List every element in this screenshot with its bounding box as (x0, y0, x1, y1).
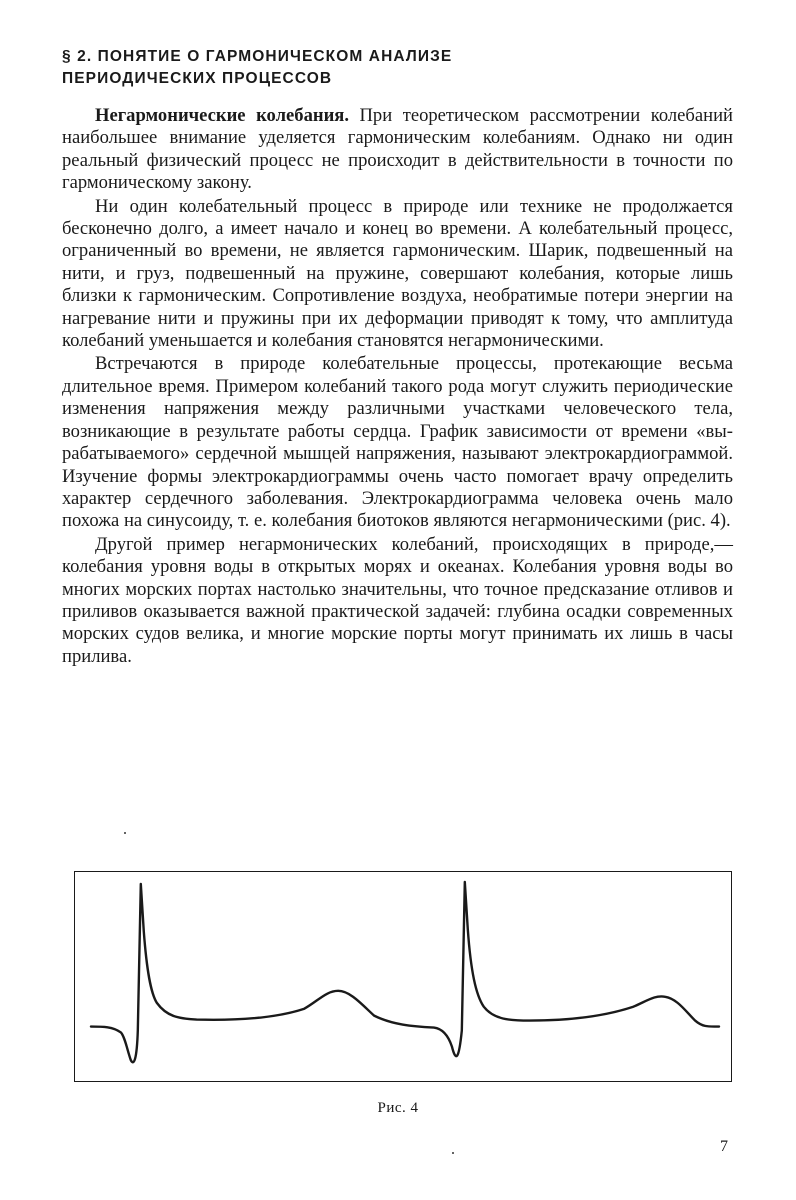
paragraph-3: Встречаются в природе колебательные процессы, протекающие весьма длительное время. Примером колебаний такого рода могут служить периодические изменения напряжения между различными участками человеческого тела, возникающие в результате работы сердца. График зависимости от времени «вырабатываемого» сердечной мышцей напряжения, называют электрокардиограммой. Изучение формы электрокардиограммы очень часто помогает врачу определить характер сердечного заболевания. Электрокардиограмма человека очень мало похожа на синусоиду, т. е. колебания биотоков являются негармоническими (рис. 4). (62, 353, 733, 532)
paragraph-2: Ни один колебательный процесс в природе или технике не продолжается бесконечно долго, а имеет начало и конец во времени. А колебательный процесс, ограниченный во времени, не является гармоническим. Шарик, подвешенный на нити, и груз, подвешенный на пружине, совершают колебания, которые лишь близки к гармоническим. Сопротивление воздуха, необратимые потери энергии на нагревание нити и пружины при их деформации приводят к тому, что амплитуда колебаний уменьшается и колебания становятся негармоническими. (62, 195, 733, 352)
page-number: 7 (720, 1138, 728, 1155)
section-heading-line-2: ПЕРИОДИЧЕСКИХ ПРОЦЕССОВ (62, 70, 333, 87)
ecg-figure (74, 871, 732, 1082)
print-speck (124, 832, 126, 834)
paragraph-4: Другой пример негармонических колебаний, происходящих в природе,— колебания уровня воды в открытых морях и океанах. Колебания уровня воды во многих морских портах настолько значительны, что точное предсказание отливов и приливов оказывается важной практической задачей: глубина осадки современных морских судов велика, и многие морские порты могут принимать их лишь в часы прилива. (62, 533, 733, 667)
print-speck (452, 1152, 454, 1154)
section-heading-line-1: § 2. ПОНЯТИЕ О ГАРМОНИЧЕСКОМ АНАЛИЗЕ (62, 48, 453, 65)
paragraph-1-text: При теоретическом рассмотрении колебаний наибольшее внимание уделяется гармоническим колебаниям. Однако ни один реальный физический процесс не происходит в действительности в точности по гармоническому закону. (62, 105, 733, 194)
section-heading (62, 46, 742, 90)
paragraph-1 (62, 105, 733, 195)
figure-caption: Рис. 4 (377, 1100, 419, 1116)
lead-term: Негармонические колебания. (95, 105, 349, 126)
ecg-waveform (91, 882, 719, 1062)
ecg-graph (75, 872, 731, 1081)
body-text (62, 105, 733, 668)
